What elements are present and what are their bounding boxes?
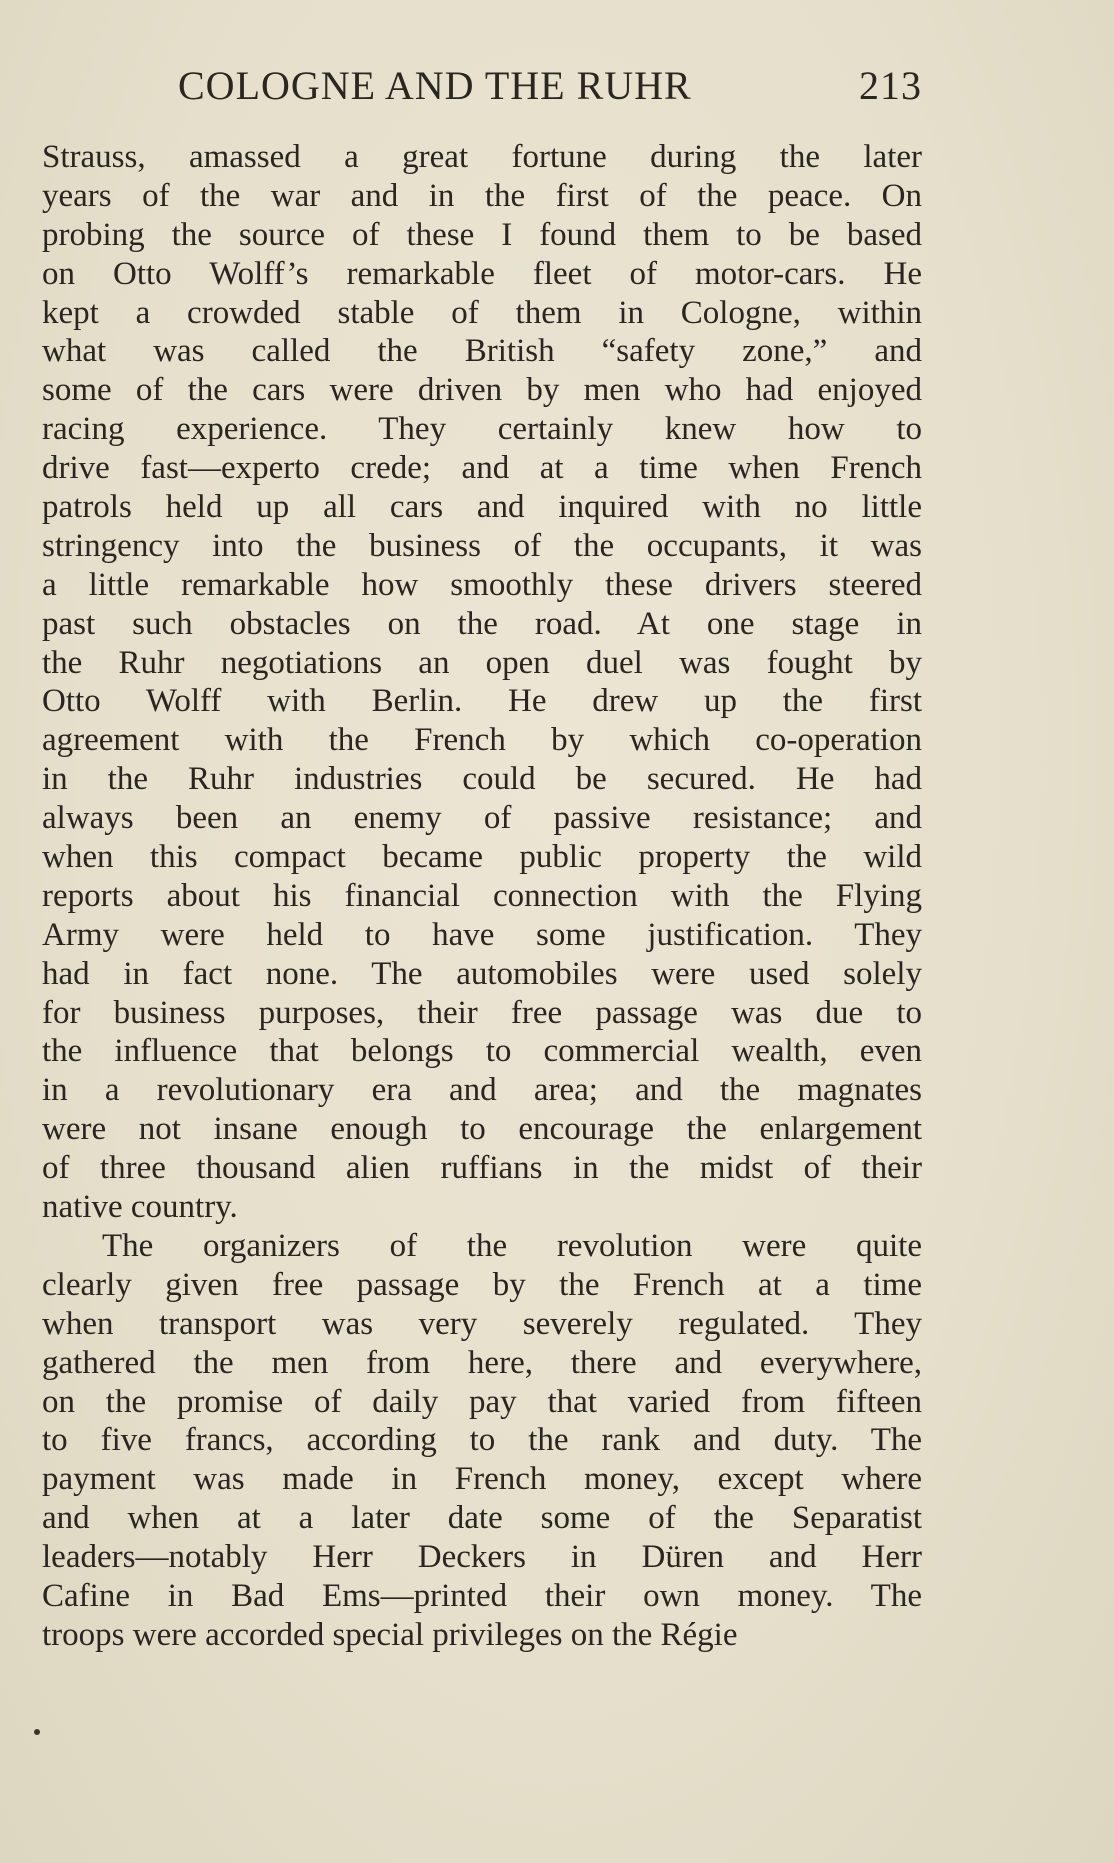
text-line: agreement with the French by which co-operation <box>42 722 922 759</box>
text-line: in the Ruhr industries could be secured. He had <box>42 761 922 798</box>
text-line: when this compact became public property the wild <box>42 839 922 876</box>
text-line: Strauss, amassed a great fortune during the later <box>42 139 922 175</box>
text-line: of three thousand alien ruffians in the midst of their <box>42 1150 922 1187</box>
text-line: Otto Wolff with Berlin. He drew up the first <box>42 683 922 720</box>
text-line: on Otto Wolff’s remarkable fleet of motor-cars. He <box>42 255 922 292</box>
text-line: stringency into the business of the occupants, it was <box>42 527 922 564</box>
text-line: always been an enemy of passive resistance; and <box>42 800 922 837</box>
text-line: leaders—notably Herr Deckers in Düren and Herr <box>42 1539 922 1576</box>
text-line: what was called the British “safety zone,” and <box>42 333 922 370</box>
text-line: past such obstacles on the road. At one stage in <box>42 605 922 642</box>
text-line: clearly given free passage by the French at a time <box>42 1266 922 1303</box>
text-line: reports about his financial connection with the Flying <box>42 877 922 914</box>
text-line: were not insane enough to encourage the enlargement <box>42 1111 922 1148</box>
text-line: payment was made in French money, except where <box>42 1461 922 1498</box>
text-line: troops were accorded special privileges on the Régie <box>42 1616 738 1653</box>
text-line: probing the source of these I found them to be based <box>42 216 922 253</box>
text-line: drive fast—experto crede; and at a time when French <box>42 450 922 487</box>
text-line: Cafine in Bad Ems—printed their own money. The <box>42 1577 922 1614</box>
ink-speck <box>34 1729 40 1735</box>
text-line: in a revolutionary era and area; and the magnates <box>42 1072 922 1109</box>
text-line: the Ruhr negotiations an open duel was fought by <box>42 644 922 681</box>
text-line: gathered the men from here, there and everywhere, <box>42 1344 922 1381</box>
text-line: to five francs, according to the rank and duty. The <box>42 1422 922 1459</box>
running-title: COLOGNE AND THE RUHR <box>178 63 692 108</box>
body-text <box>42 138 922 1655</box>
running-head <box>42 62 922 112</box>
text-line: The organizers of the revolution were quite <box>102 1227 922 1264</box>
text-line: when transport was very severely regulated. They <box>42 1305 922 1342</box>
text-line: some of the cars were driven by men who had enjoyed <box>42 372 922 409</box>
text-line: for business purposes, their free passage was due to <box>42 994 922 1031</box>
text-line: Army were held to have some justification. They <box>42 916 922 953</box>
text-line: had in fact none. The automobiles were used solely <box>42 955 922 992</box>
text-line: on the promise of daily pay that varied from fifteen <box>42 1383 922 1420</box>
text-line: kept a crowded stable of them in Cologne, within <box>42 294 922 331</box>
text-line: a little remarkable how smoothly these drivers steered <box>42 566 922 603</box>
text-line: racing experience. They certainly knew how to <box>42 411 922 448</box>
text-line: native country. <box>42 1189 238 1226</box>
text-line: patrols held up all cars and inquired with no little <box>42 489 922 526</box>
text-line: years of the war and in the first of the peace. On <box>42 177 922 214</box>
text-line: and when at a later date some of the Separatist <box>42 1500 922 1537</box>
text-line: the influence that belongs to commercial wealth, even <box>42 1033 922 1070</box>
page-number: 213 <box>859 63 922 108</box>
